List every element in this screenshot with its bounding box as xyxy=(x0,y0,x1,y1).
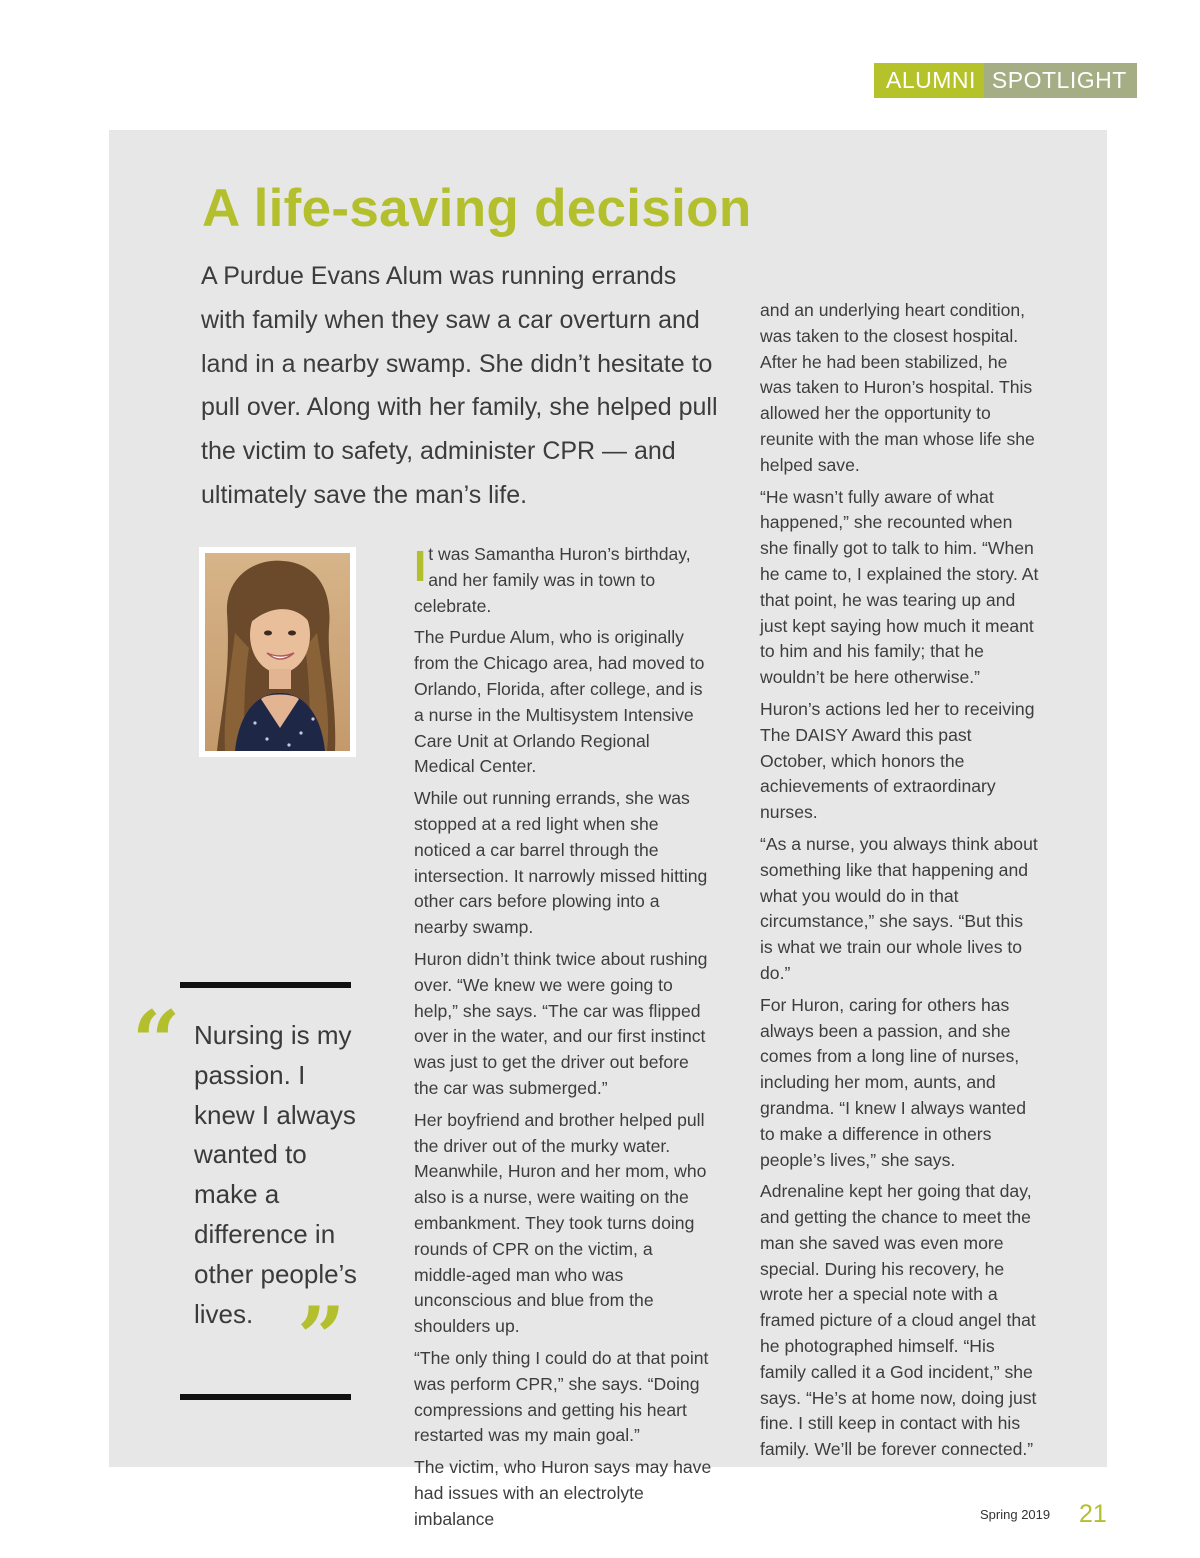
article-paragraph: Huron’s actions led her to receiving The DAISY Award this past October, which honors the achievements of extraordinary nurses. xyxy=(760,698,1035,823)
article-paragraph: “The only thing I could do at that point was perform CPR,” she says. “Doing compressions and getting his heart restarted was my main goal.” xyxy=(414,1347,709,1446)
article-column-2 xyxy=(760,298,1040,1469)
article-paragraph: The Purdue Alum, who is originally from the Chicago area, had moved to Orlando, Florida, after college, and is a nurse in the Multisystem Intensive Care Unit at Orlando Regional Medical Center. xyxy=(414,627,705,777)
portrait-image xyxy=(205,553,350,751)
section-tag-spotlight: SPOTLIGHT xyxy=(984,63,1137,98)
pullquote-text: Nursing is my passion. I knew I always wanted to make a difference in other people’s lives. xyxy=(194,1020,357,1329)
pullquote-bottom-rule xyxy=(180,1394,351,1400)
open-quote-mark: “ xyxy=(132,992,181,1091)
article-paragraph: For Huron, caring for others has always been a passion, and she comes from a long line of nurses, including her mom, aunts, and grandma. “I knew I always wanted to make a difference in others people’s lives,” she says. xyxy=(760,994,1026,1170)
drop-cap: I xyxy=(414,542,427,591)
pullquote-top-rule xyxy=(180,982,351,988)
article-paragraph: Adrenaline kept her going that day, and getting the chance to meet the man she saved was even more special. During his recovery, he wrote her a special note with a framed picture of a cloud angel that he photographed himself. “His family called it a God incident,” she says. “He’s at home now, doing just fine. I still keep in contact with his family. We’ll be forever connected.” xyxy=(760,1181,1037,1460)
article-paragraph: “As a nurse, you always think about something like that happening and what you would do in that circumstance,” she says. “But this is what we train our whole lives to do.” xyxy=(760,833,1038,983)
article-paragraph: Her boyfriend and brother helped pull the driver out of the murky water. Meanwhile, Huron and her mom, who also is a nurse, were waiting on the embankment. They took turns doing rounds of CPR on the victim, a middle-aged man who was unconscious and blue from the shoulders up. xyxy=(414,1109,707,1337)
issue-label: Spring 2019 xyxy=(980,1507,1051,1522)
article-paragraph xyxy=(414,542,714,619)
section-tag xyxy=(874,63,1137,98)
intro-deck: A Purdue Evans Alum was running errands with family when they saw a car overturn and land in a nearby swamp. She didn’t hesitate to pull over. Along with her family, she helped pull the victim to safety, administer CPR — and ultimately save the man’s life. xyxy=(201,262,718,509)
headline: A life-saving decision xyxy=(202,179,752,238)
section-tag-alumni: ALUMNI xyxy=(874,63,984,98)
article-column-1 xyxy=(414,542,714,1538)
portrait-photo xyxy=(199,547,356,757)
article-paragraph: Huron didn’t think twice about rushing over. “We knew we were going to help,” she says. “The car was flipped over in the water, and our first instinct was just to get the driver out before the car was submerged.” xyxy=(414,948,708,1098)
article-paragraph: “He wasn’t fully aware of what happened,” she recounted when she finally got to talk to him. “When he came to, I explained the story. At that point, he was tearing up and just kept saying how much it meant to him and his family; that he wouldn’t be here otherwise.” xyxy=(760,486,1039,688)
close-quote-mark: ” xyxy=(297,1288,346,1387)
article-paragraph: While out running errands, she was stopped at a red light when she noticed a car barrel through the intersection. It narrowly missed hitting other cars before plowing into a nearby swamp. xyxy=(414,788,708,938)
article-paragraph-text: t was Samantha Huron’s birthday, and her family was in town to celebrate. xyxy=(414,544,691,616)
article-paragraph: The victim, who Huron says may have had issues with an electrolyte imbalance xyxy=(414,1457,712,1529)
article-paragraph: and an underlying heart condition, was taken to the closest hospital. After he had been stabilized, he was taken to Huron’s hospital. This allowed her the opportunity to reunite with the man whose life she helped save. xyxy=(760,300,1035,475)
page-number: 21 xyxy=(1079,1500,1107,1528)
